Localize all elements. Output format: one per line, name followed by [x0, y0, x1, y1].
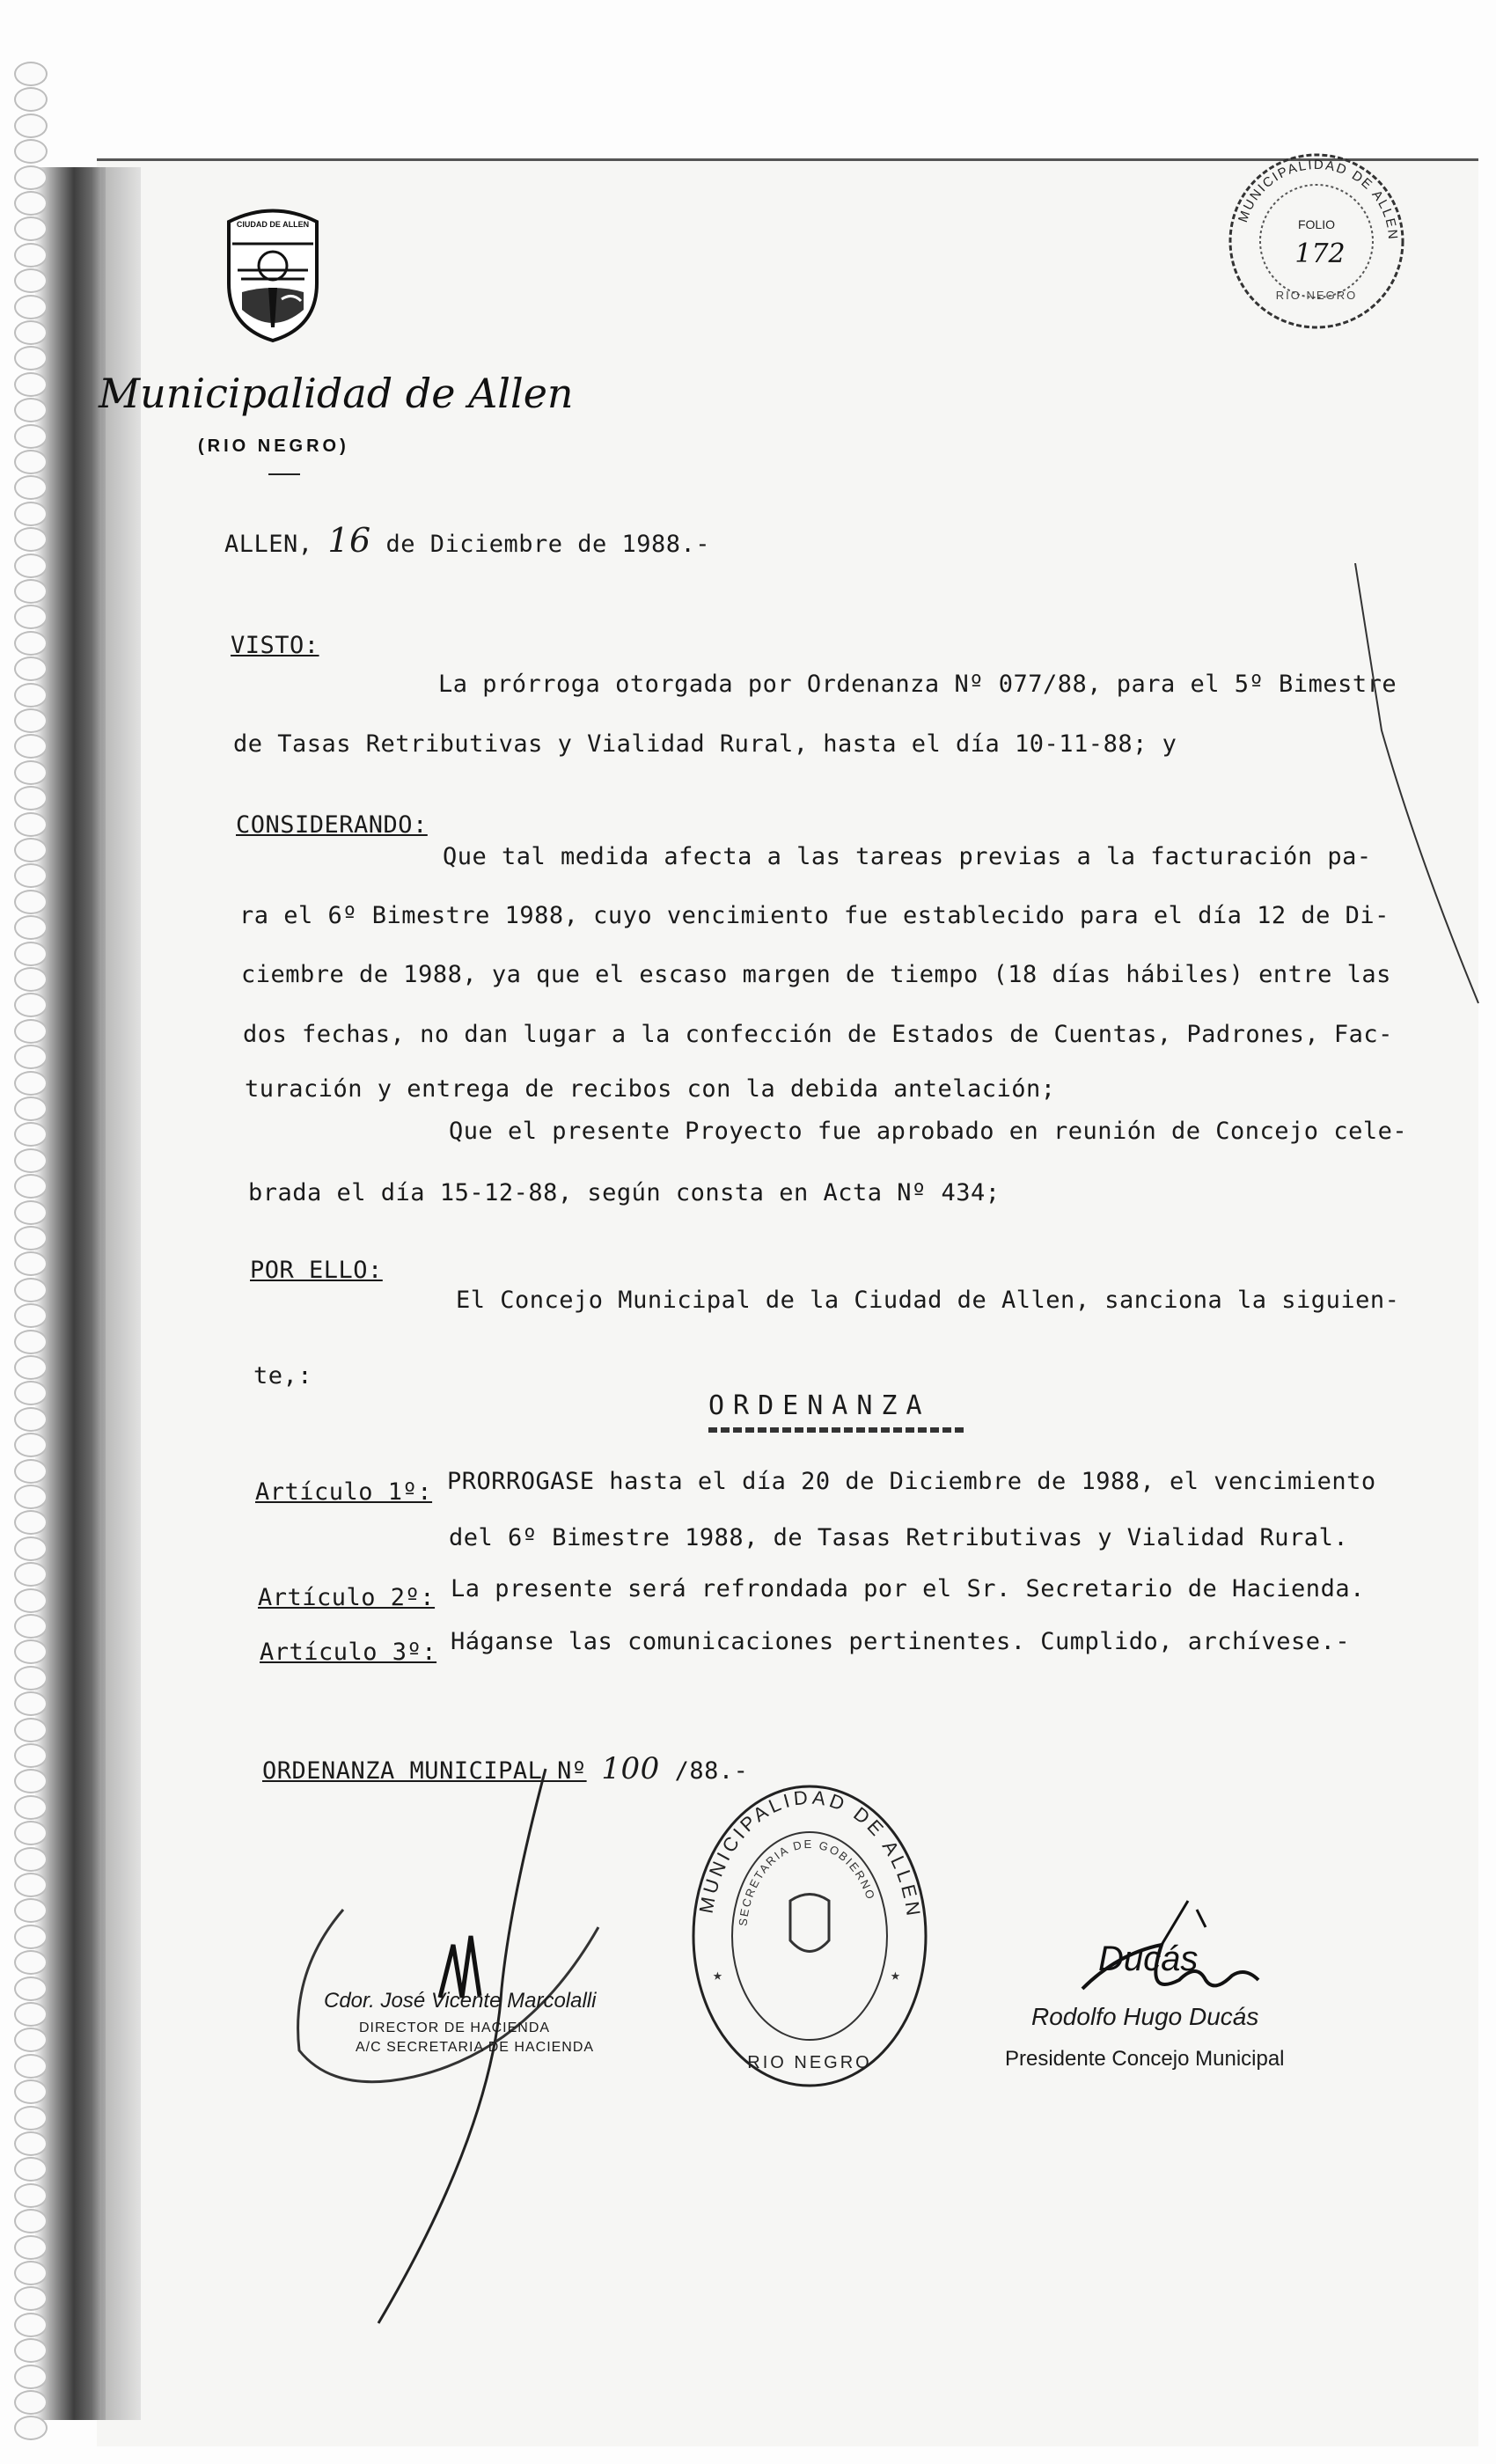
binder-hole: [14, 87, 48, 112]
binder-hole: [14, 1330, 48, 1354]
binder-hole: [14, 2235, 48, 2260]
considerando-line-7: brada el día 15-12-88, según consta en Acta Nº 434;: [248, 1179, 1001, 1206]
binder-hole: [14, 191, 48, 216]
margin-stroke: [1346, 563, 1487, 1056]
binder-hole: [14, 915, 48, 940]
visto-line-2: de Tasas Retributivas y Vialidad Rural, hasta el día 10-11-88; y: [233, 730, 1177, 758]
binder-hole: [14, 398, 48, 422]
binder-hole: [14, 2157, 48, 2182]
binder-hole: [14, 1821, 48, 1845]
right-signature-title: Presidente Concejo Municipal: [1005, 2047, 1285, 2071]
binder-hole: [14, 1459, 48, 1484]
date-day: 16: [327, 521, 371, 560]
ordenanza-number-prefix: ORDENANZA MUNICIPAL Nº: [262, 1757, 587, 1785]
folio-stamp: [1223, 148, 1410, 334]
binder-hole: [14, 2261, 48, 2285]
binder-hole: [14, 527, 48, 552]
binder-hole: [14, 605, 48, 629]
binder-hole: [14, 1639, 48, 1664]
binder-hole: [14, 346, 48, 370]
left-signature-name: Cdor. José Vicente Marcolalli: [324, 1989, 597, 2013]
binder-hole: [14, 1303, 48, 1328]
considerando-line-1: Que tal medida afecta a las tareas previas a la facturación pa-: [443, 843, 1372, 870]
articulo-1-label: Artículo 1º:: [255, 1478, 433, 1506]
binder-hole: [14, 579, 48, 604]
binder-hole: [14, 1251, 48, 1276]
binder-hole: [14, 2338, 48, 2363]
municipal-crest-icon: [220, 204, 326, 345]
binder-hole: [14, 502, 48, 526]
municipality-province: (RIO NEGRO): [198, 436, 349, 456]
binder-hole: [14, 2131, 48, 2156]
binder-hole: [14, 1278, 48, 1302]
binder-hole: [14, 372, 48, 397]
binder-hole: [14, 475, 48, 500]
binder-hole: [14, 114, 48, 138]
date-city: ALLEN,: [224, 531, 313, 558]
por-ello-line-2: te,:: [253, 1362, 313, 1390]
secretaria-seal: [686, 1778, 933, 2094]
considerando-line-6: Que el presente Proyecto fue aprobado en reunión de Concejo cele-: [449, 1118, 1408, 1145]
binder-hole: [14, 812, 48, 837]
ordenanza-underline: [708, 1427, 964, 1433]
binder-hole: [14, 1795, 48, 1820]
binder-hole: [14, 1536, 48, 1561]
binder-hole: [14, 1847, 48, 1872]
date-line: [224, 521, 710, 560]
binder-hole: [14, 1666, 48, 1690]
binder-hole: [14, 631, 48, 656]
binder-hole: [14, 2286, 48, 2311]
binder-hole: [14, 2365, 48, 2389]
left-signature-line-2: A/C SECRETARIA DE HACIENDA: [356, 2040, 595, 2055]
binder-hole: [14, 554, 48, 578]
binder-hole: [14, 2106, 48, 2130]
binder-hole: [14, 1433, 48, 1457]
por-ello-line-1: El Concejo Municipal de la Ciudad de Allen, sanciona la siguien-: [456, 1287, 1400, 1314]
seal-inner-text: SECRETARIA DE GOBIERNO: [736, 1837, 878, 1927]
binder-hole: [14, 216, 48, 241]
binder-hole: [14, 2002, 48, 2027]
considerando-heading: CONSIDERANDO:: [236, 811, 428, 839]
binder-hole: [14, 683, 48, 708]
ordenanza-number-suffix: /88.-: [674, 1757, 749, 1785]
binder-hole: [14, 1950, 48, 1975]
binder-hole: [14, 1045, 48, 1069]
binder-hole: [14, 2390, 48, 2415]
binder-hole: [14, 1873, 48, 1897]
folio-ring-text: MUNICIPALIDAD DE ALLEN: [1235, 157, 1401, 242]
binder-hole: [14, 1381, 48, 1405]
seal-star-icon: ★: [713, 1966, 722, 1984]
binder-hole: [14, 1226, 48, 1250]
binder-hole: [14, 1122, 48, 1147]
ordenanza-title: ORDENANZA: [708, 1390, 931, 1421]
binder-hole: [14, 786, 48, 810]
left-signature-line-1: DIRECTOR DE HACIENDA: [359, 2020, 551, 2035]
considerando-line-5: turación y entrega de recibos con la debida antelación;: [245, 1075, 1056, 1103]
binding-shadow-inner: [101, 167, 141, 2420]
right-signature-scrawl: Ducás: [1098, 1940, 1199, 1978]
binder-hole: [14, 942, 48, 966]
binder-hole: [14, 62, 48, 86]
binder-hole: [14, 1407, 48, 1432]
binder-hole: [14, 1976, 48, 2001]
binder-hole: [14, 993, 48, 1017]
ordenanza-number: 100: [601, 1751, 660, 1786]
binder-hole: [14, 320, 48, 345]
seal-ring-text: MUNICIPALIDAD DE ALLEN: [694, 1786, 926, 1921]
svg-text:MUNICIPALIDAD DE ALLEN: [695, 1786, 926, 1921]
binder-hole: [14, 838, 48, 862]
binder-hole: [14, 450, 48, 474]
binder-hole: [14, 1174, 48, 1199]
articulo-1-line-1: PRORROGASE hasta el día 20 de Diciembre de 1988, el vencimiento: [447, 1468, 1376, 1495]
binder-hole: [14, 424, 48, 449]
binder-hole: [14, 760, 48, 785]
binder-hole: [14, 1562, 48, 1587]
binder-hole: [14, 139, 48, 164]
binder-holes: [14, 62, 49, 2438]
binder-hole: [14, 1588, 48, 1613]
binder-hole: [14, 1743, 48, 1768]
binder-hole: [14, 1718, 48, 1742]
seal-star-icon: ★: [891, 1966, 900, 1984]
binder-hole: [14, 1691, 48, 1716]
binder-hole: [14, 1769, 48, 1793]
binder-hole: [14, 2209, 48, 2233]
binder-hole: [14, 1071, 48, 1096]
binder-hole: [14, 890, 48, 914]
binder-hole: [14, 1925, 48, 1949]
binder-hole: [14, 2416, 48, 2440]
articulo-2-line-1: La presente será refrondada por el Sr. Secretario de Hacienda.: [451, 1575, 1365, 1602]
binder-hole: [14, 2079, 48, 2104]
articulo-1-line-2: del 6º Bimestre 1988, de Tasas Retributivas y Vialidad Rural.: [449, 1524, 1349, 1551]
right-signature-name: Rodolfo Hugo Ducás: [1031, 2003, 1259, 2030]
considerando-line-2: ra el 6º Bimestre 1988, cuyo vencimiento fue establecido para el día 12 de Di-: [239, 902, 1390, 929]
binder-hole: [14, 656, 48, 681]
binder-hole: [14, 1355, 48, 1380]
svg-text:SECRETARIA DE GOBIERNO: [736, 1837, 877, 1927]
binder-hole: [14, 243, 48, 268]
folio-number: 172: [1294, 238, 1346, 269]
binder-hole: [14, 1898, 48, 1923]
folio-label: FOLIO: [1297, 217, 1336, 231]
binder-hole: [14, 165, 48, 190]
por-ello-heading: POR ELLO:: [250, 1257, 383, 1284]
binder-hole: [14, 1019, 48, 1044]
date-rest: de Diciembre de 1988.-: [385, 531, 711, 558]
folio-bottom-text: RIO NEGRO: [1275, 289, 1358, 302]
articulo-3-line-1: Háganse las comunicaciones pertinentes. Cumplido, archívese.-: [451, 1628, 1351, 1655]
binder-hole: [14, 1148, 48, 1173]
binder-hole: [14, 1200, 48, 1225]
binder-hole: [14, 967, 48, 992]
binder-hole: [14, 1510, 48, 1535]
binder-hole: [14, 734, 48, 759]
crest-caption: CIUDAD DE ALLEN: [236, 220, 310, 229]
binder-hole: [14, 2054, 48, 2079]
considerando-line-4: dos fechas, no dan lugar a la confección de Estados de Cuentas, Padrones, Fac-: [243, 1021, 1393, 1048]
seal-bottom-text: RIO NEGRO: [747, 2053, 872, 2072]
binder-hole: [14, 863, 48, 888]
binder-hole: [14, 2313, 48, 2337]
binder-hole: [14, 2028, 48, 2052]
articulo-3-label: Artículo 3º:: [260, 1639, 437, 1666]
considerando-line-3: ciembre de 1988, ya que el escaso margen de tiempo (18 días hábiles) entre las: [241, 961, 1391, 988]
binder-hole: [14, 2183, 48, 2208]
visto-heading: VISTO:: [231, 632, 319, 659]
divider: [268, 473, 300, 475]
binder-hole: [14, 1614, 48, 1639]
articulo-2-label: Artículo 2º:: [258, 1584, 436, 1611]
visto-line-1: La prórroga otorgada por Ordenanza Nº 077/88, para el 5º Bimestre: [438, 671, 1397, 698]
binder-hole: [14, 1485, 48, 1509]
binder-hole: [14, 295, 48, 319]
binder-hole: [14, 268, 48, 293]
binder-hole: [14, 1096, 48, 1121]
binder-hole: [14, 708, 48, 733]
municipality-name: Municipalidad de Allen: [99, 370, 574, 417]
